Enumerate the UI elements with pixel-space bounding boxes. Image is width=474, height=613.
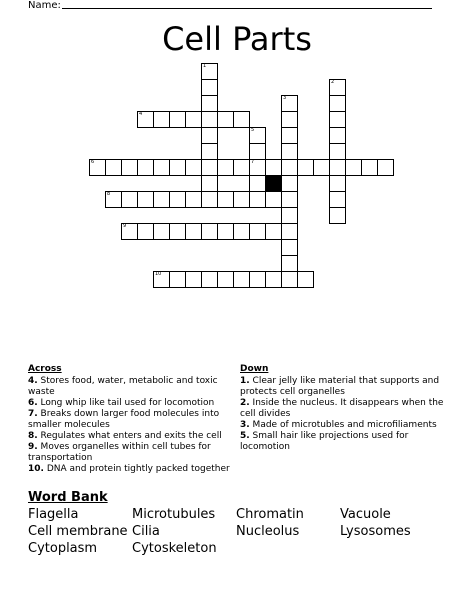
crossword-cell[interactable] — [297, 159, 314, 176]
crossword-cell[interactable] — [105, 191, 122, 208]
crossword-cell[interactable] — [169, 159, 186, 176]
crossword-cell[interactable] — [329, 95, 346, 112]
crossword-cell[interactable] — [169, 271, 186, 288]
word-bank — [28, 506, 448, 557]
cell-number: 4 — [139, 111, 143, 117]
down-clue — [240, 431, 450, 453]
across-heading: Across — [28, 364, 62, 374]
crossword-cell[interactable] — [105, 159, 122, 176]
across-clue — [28, 442, 236, 464]
word-bank-item: Chromatin — [236, 507, 304, 522]
crossword-cell[interactable] — [137, 159, 154, 176]
clue-number: 6. — [28, 398, 38, 408]
across-clue — [28, 376, 236, 398]
crossword-cell[interactable] — [265, 271, 282, 288]
crossword-cell[interactable] — [217, 159, 234, 176]
crossword-cell[interactable] — [329, 111, 346, 128]
crossword-cell[interactable] — [249, 271, 266, 288]
crossword-cell[interactable] — [217, 111, 234, 128]
crossword-cell[interactable] — [313, 159, 330, 176]
crossword-cell[interactable] — [265, 191, 282, 208]
crossword-cell[interactable] — [329, 159, 346, 176]
down-clue — [240, 376, 450, 398]
crossword-cell[interactable] — [281, 271, 298, 288]
crossword-cell[interactable] — [233, 159, 250, 176]
crossword-cell[interactable] — [281, 207, 298, 224]
across-clue — [28, 398, 236, 409]
down-clue — [240, 398, 450, 420]
crossword-cell[interactable] — [377, 159, 394, 176]
cell-number: 8 — [107, 191, 111, 197]
crossword-cell[interactable] — [185, 223, 202, 240]
crossword-cell[interactable] — [249, 143, 266, 160]
crossword-cell[interactable] — [233, 111, 250, 128]
clue-text: Made of microtubles and microfiliaments — [249, 420, 437, 430]
across-list — [28, 376, 236, 475]
crossword-cell[interactable] — [345, 159, 362, 176]
crossword-cell[interactable] — [153, 111, 170, 128]
crossword-cell[interactable] — [281, 239, 298, 256]
crossword-cell[interactable] — [233, 191, 250, 208]
crossword-cell[interactable] — [329, 175, 346, 192]
clue-number: 9. — [28, 442, 38, 452]
word-bank-item: Cell membrane — [28, 524, 128, 539]
crossword-cell[interactable] — [281, 127, 298, 144]
name-label: Name: — [28, 0, 61, 11]
crossword-cell[interactable] — [361, 159, 378, 176]
cell-number: 10 — [155, 271, 162, 277]
word-bank-item: Lysosomes — [340, 524, 411, 539]
crossword-cell[interactable] — [89, 159, 106, 176]
crossword-cell[interactable] — [201, 143, 218, 160]
clue-text: Regulates what enters and exits the cell — [37, 431, 222, 441]
clue-text: DNA and protein tightly packed together — [43, 464, 230, 474]
crossword-cell[interactable] — [233, 271, 250, 288]
crossword-cell[interactable] — [329, 127, 346, 144]
clue-number: 7. — [28, 409, 38, 419]
across-clue — [28, 431, 236, 442]
crossword-cell[interactable] — [137, 191, 154, 208]
clue-number: 2. — [240, 398, 250, 408]
crossword-cell[interactable] — [281, 255, 298, 272]
crossword-cell[interactable] — [249, 175, 266, 192]
crossword-cell[interactable] — [153, 271, 170, 288]
crossword-cell[interactable] — [121, 191, 138, 208]
crossword-cell[interactable] — [249, 223, 266, 240]
crossword-cell[interactable] — [249, 127, 266, 144]
page-title: Cell Parts — [162, 20, 312, 58]
word-bank-item: Cytoskeleton — [132, 541, 217, 556]
crossword-cell[interactable] — [281, 191, 298, 208]
word-bank-item: Vacuole — [340, 507, 391, 522]
word-bank-title: Word Bank — [28, 490, 108, 505]
crossword-cell[interactable] — [169, 111, 186, 128]
word-bank-item: Nucleolus — [236, 524, 300, 539]
crossword-cell[interactable] — [185, 191, 202, 208]
across-clue — [28, 409, 236, 431]
word-bank-item: Flagella — [28, 507, 79, 522]
cell-number: 2 — [331, 79, 335, 85]
crossword-cell[interactable] — [265, 159, 282, 176]
crossword-cell[interactable] — [169, 223, 186, 240]
crossword-cell[interactable] — [169, 191, 186, 208]
word-bank-item: Cytoplasm — [28, 541, 98, 556]
crossword-cell[interactable] — [233, 223, 250, 240]
clue-text: Stores food, water, metabolic and toxic waste — [28, 376, 218, 397]
clue-number: 4. — [28, 376, 38, 386]
crossword-cell[interactable] — [201, 191, 218, 208]
crossword-cell[interactable] — [281, 111, 298, 128]
down-clues — [240, 364, 450, 453]
crossword-cell[interactable] — [297, 271, 314, 288]
crossword-cell[interactable] — [265, 223, 282, 240]
crossword-cell[interactable] — [249, 191, 266, 208]
crossword-cell[interactable] — [281, 223, 298, 240]
clue-text: Inside the nucleus. It disappears when the cell divides — [240, 398, 444, 419]
across-clues — [28, 364, 236, 475]
crossword-cell[interactable] — [201, 79, 218, 96]
crossword-cell[interactable] — [121, 223, 138, 240]
crossword-cell[interactable] — [185, 111, 202, 128]
crossword-cell[interactable] — [217, 223, 234, 240]
clue-number: 8. — [28, 431, 38, 441]
crossword-cell[interactable] — [201, 111, 218, 128]
clue-text: Small hair like projections used for locomotion — [240, 431, 409, 452]
crossword-cell[interactable] — [201, 159, 218, 176]
clue-number: 5. — [240, 431, 250, 441]
crossword-cell[interactable] — [217, 191, 234, 208]
clue-number: 3. — [240, 420, 250, 430]
cell-number: 1 — [203, 63, 207, 69]
cell-number: 9 — [123, 223, 127, 229]
crossword-cell[interactable] — [281, 143, 298, 160]
crossword-cell[interactable] — [153, 191, 170, 208]
crossword-cell[interactable] — [201, 95, 218, 112]
crossword-cell[interactable] — [329, 143, 346, 160]
crossword-cell[interactable] — [201, 175, 218, 192]
crossword-cell[interactable] — [329, 207, 346, 224]
word-bank-item: Microtubules — [132, 507, 216, 522]
crossword-cell[interactable] — [153, 223, 170, 240]
crossword-cell[interactable] — [185, 159, 202, 176]
across-clue — [28, 464, 236, 475]
crossword-cell[interactable] — [201, 223, 218, 240]
clue-number: 1. — [240, 376, 250, 386]
clue-text: Long whip like tail used for locomotion — [37, 398, 215, 408]
crossword-cell[interactable] — [201, 127, 218, 144]
down-list — [240, 376, 450, 453]
clue-text: Moves organelles within cell tubes for transportation — [28, 442, 211, 463]
crossword-cell[interactable] — [329, 79, 346, 96]
crossword-cell[interactable] — [281, 95, 298, 112]
cell-number: 3 — [283, 95, 287, 101]
cell-number: 6 — [91, 159, 95, 165]
crossword-cell[interactable] — [137, 111, 154, 128]
crossword-cell[interactable] — [201, 271, 218, 288]
clue-text: Breaks down larger food molecules into smaller molecules — [28, 409, 220, 430]
crossword-cell[interactable] — [137, 223, 154, 240]
crossword-cell[interactable] — [185, 271, 202, 288]
crossword-cell[interactable] — [217, 271, 234, 288]
down-heading: Down — [240, 364, 269, 374]
crossword-cell[interactable] — [281, 159, 298, 176]
crossword-cell[interactable] — [201, 63, 218, 80]
clue-text: Clear jelly like material that supports and protects cell organelles — [240, 376, 440, 397]
crossword-cell[interactable] — [121, 159, 138, 176]
crossword-black-cell — [265, 175, 282, 192]
down-clue — [240, 420, 450, 431]
cell-number: 5 — [251, 127, 255, 133]
cell-number: 7 — [251, 159, 255, 165]
crossword-cell[interactable] — [329, 191, 346, 208]
clue-number: 10. — [28, 464, 44, 474]
word-bank-item: Cilia — [132, 524, 160, 539]
crossword-cell[interactable] — [153, 159, 170, 176]
crossword-cell[interactable] — [249, 159, 266, 176]
crossword-cell[interactable] — [281, 175, 298, 192]
